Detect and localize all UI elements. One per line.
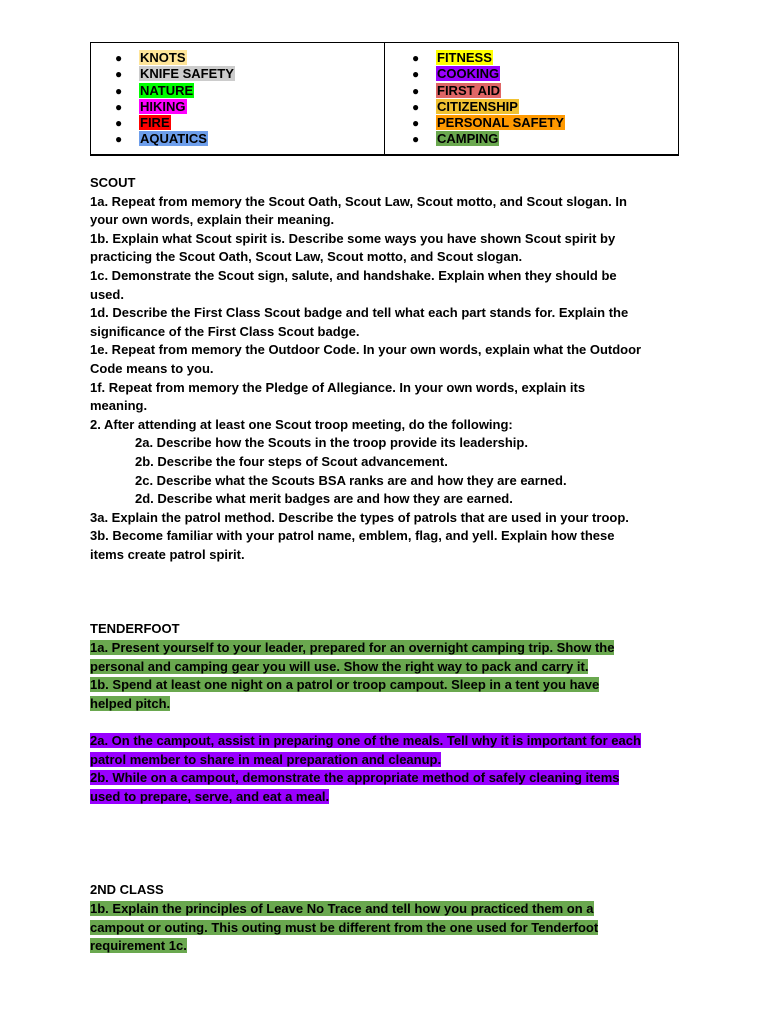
- highlighted-text: campout or outing. This outing must be different from the one used for Tenderfoot: [90, 919, 599, 935]
- legend-item: [385, 50, 678, 66]
- requirement-line: used.: [90, 286, 124, 302]
- bullet-icon: ●: [412, 116, 420, 131]
- requirement-line: Code means to you.: [90, 360, 214, 376]
- legend-label: NATURE: [140, 82, 194, 98]
- legend-item: [385, 131, 678, 147]
- legend-label: AQUATICS: [140, 131, 207, 147]
- legend-label: KNIFE SAFETY: [140, 66, 234, 82]
- requirement-line: [90, 695, 680, 714]
- scout-tail-requirements: [90, 509, 680, 565]
- bullet-icon: ●: [412, 67, 420, 82]
- requirement-line: significance of the First Class Scout badge.: [90, 323, 360, 339]
- requirement-line: 1d. Describe the First Class Scout badge and tell what each part stands for. Explain the: [90, 305, 629, 321]
- requirement-line: practicing the Scout Oath, Scout Law, Scout motto, and Scout slogan.: [90, 249, 523, 265]
- requirement-line: [90, 788, 680, 807]
- legend-item: [91, 50, 384, 66]
- highlighted-text: 1b. Spend at least one night on a patrol or troop campout. Sleep in a tent you have: [90, 677, 600, 693]
- requirement-line: 3a. Explain the patrol method. Describe the types of patrols that are used in your troop.: [90, 509, 629, 525]
- bullet-icon: ●: [115, 116, 123, 131]
- bullet-icon: ●: [115, 132, 123, 147]
- legend-label: FIRE: [140, 115, 170, 131]
- requirement-line: 2b. Describe the four steps of Scout advancement.: [135, 453, 448, 469]
- merit-legend-table: [90, 42, 679, 156]
- legend-item: [91, 66, 384, 82]
- requirement-line: [90, 919, 680, 938]
- legend-item: [385, 99, 678, 115]
- legend-label: FITNESS: [437, 50, 492, 65]
- highlighted-text: 2b. While on a campout, demonstrate the appropriate method of safely cleaning items: [90, 770, 620, 786]
- bullet-icon: ●: [412, 99, 420, 114]
- requirement-line: [90, 900, 680, 919]
- highlighted-text: 1a. Present yourself to your leader, prepared for an overnight camping trip. Show the: [90, 640, 615, 656]
- requirement-line: 1c. Demonstrate the Scout sign, salute, and handshake. Explain when they should be: [90, 267, 617, 283]
- second-class-heading: 2ND CLASS: [90, 882, 164, 898]
- legend-left-list: [91, 50, 384, 148]
- second-class-camping-requirements: [90, 900, 680, 956]
- requirement-line: 2d. Describe what merit badges are and how they are earned.: [135, 491, 513, 507]
- highlighted-text: used to prepare, serve, and eat a meal.: [90, 788, 330, 804]
- tenderfoot-camping-requirements: [90, 639, 680, 713]
- legend-item: [91, 115, 384, 131]
- legend-item: [385, 66, 678, 82]
- requirement-line: 3b. Become familiar with your patrol name, emblem, flag, and yell. Explain how these: [90, 528, 615, 544]
- requirement-line: 1b. Explain what Scout spirit is. Describe some ways you have shown Scout spirit by: [90, 230, 616, 246]
- legend-label: FIRST AID: [437, 82, 501, 98]
- bullet-icon: ●: [115, 99, 123, 114]
- scout-heading: SCOUT: [90, 175, 136, 190]
- highlighted-text: 2a. On the campout, assist in preparing one of the meals. Tell why it is important for each: [90, 733, 641, 749]
- requirement-line: [90, 769, 680, 788]
- requirement-line: 2. After attending at least one Scout troop meeting, do the following:: [90, 416, 513, 432]
- legend-left-column: [91, 43, 385, 154]
- requirement-line: your own words, explain their meaning.: [90, 212, 335, 228]
- legend-right-column: [385, 43, 678, 154]
- tenderfoot-cooking-requirements: [90, 732, 680, 806]
- requirement-line: items create patrol spirit.: [90, 546, 245, 562]
- requirements-content: [90, 174, 680, 956]
- requirement-line: [90, 658, 680, 677]
- tenderfoot-heading: TENDERFOOT: [90, 621, 180, 637]
- highlighted-text: patrol member to share in meal preparation and cleanup.: [90, 751, 442, 767]
- legend-label: CITIZENSHIP: [437, 98, 518, 114]
- requirement-line: 2c. Describe what the Scouts BSA ranks are and how they are earned.: [135, 472, 567, 488]
- highlighted-text: personal and camping gear you will use. Show the right way to pack and carry it.: [90, 658, 589, 674]
- bullet-icon: ●: [115, 51, 123, 65]
- legend-item: [91, 83, 384, 99]
- scout-sub-requirements: [90, 434, 680, 508]
- legend-label: PERSONAL SAFETY: [437, 115, 564, 131]
- requirement-line: 1a. Repeat from memory the Scout Oath, Scout Law, Scout motto, and Scout slogan. In: [90, 193, 627, 209]
- requirement-line: [90, 639, 680, 658]
- highlighted-text: helped pitch.: [90, 695, 171, 711]
- bullet-icon: ●: [412, 83, 420, 98]
- highlighted-text: requirement 1c.: [90, 938, 187, 954]
- requirement-line: [90, 732, 680, 751]
- scout-requirements: [90, 193, 680, 435]
- legend-label: CAMPING: [437, 131, 499, 147]
- bullet-icon: ●: [412, 51, 420, 65]
- legend-item: [385, 115, 678, 131]
- requirement-line: 2a. Describe how the Scouts in the troop provide its leadership.: [135, 435, 528, 451]
- legend-item: [385, 83, 678, 99]
- legend-label: HIKING: [140, 98, 186, 114]
- requirement-line: 1e. Repeat from memory the Outdoor Code. In your own words, explain what the Outdoor: [90, 342, 642, 358]
- bullet-icon: ●: [412, 132, 420, 147]
- requirement-line: [90, 937, 680, 956]
- highlighted-text: 1b. Explain the principles of Leave No Trace and tell how you practiced them on a: [90, 901, 594, 916]
- requirement-line: [90, 676, 680, 695]
- legend-right-list: [385, 50, 678, 148]
- legend-item: [91, 131, 384, 147]
- legend-label: KNOTS: [140, 50, 186, 65]
- requirement-line: 1f. Repeat from memory the Pledge of Allegiance. In your own words, explain its: [90, 379, 586, 395]
- legend-label: COOKING: [437, 66, 500, 82]
- requirement-line: meaning.: [90, 398, 148, 414]
- bullet-icon: ●: [115, 67, 123, 82]
- legend-item: [91, 99, 384, 115]
- requirement-line: [90, 751, 680, 770]
- bullet-icon: ●: [115, 83, 123, 98]
